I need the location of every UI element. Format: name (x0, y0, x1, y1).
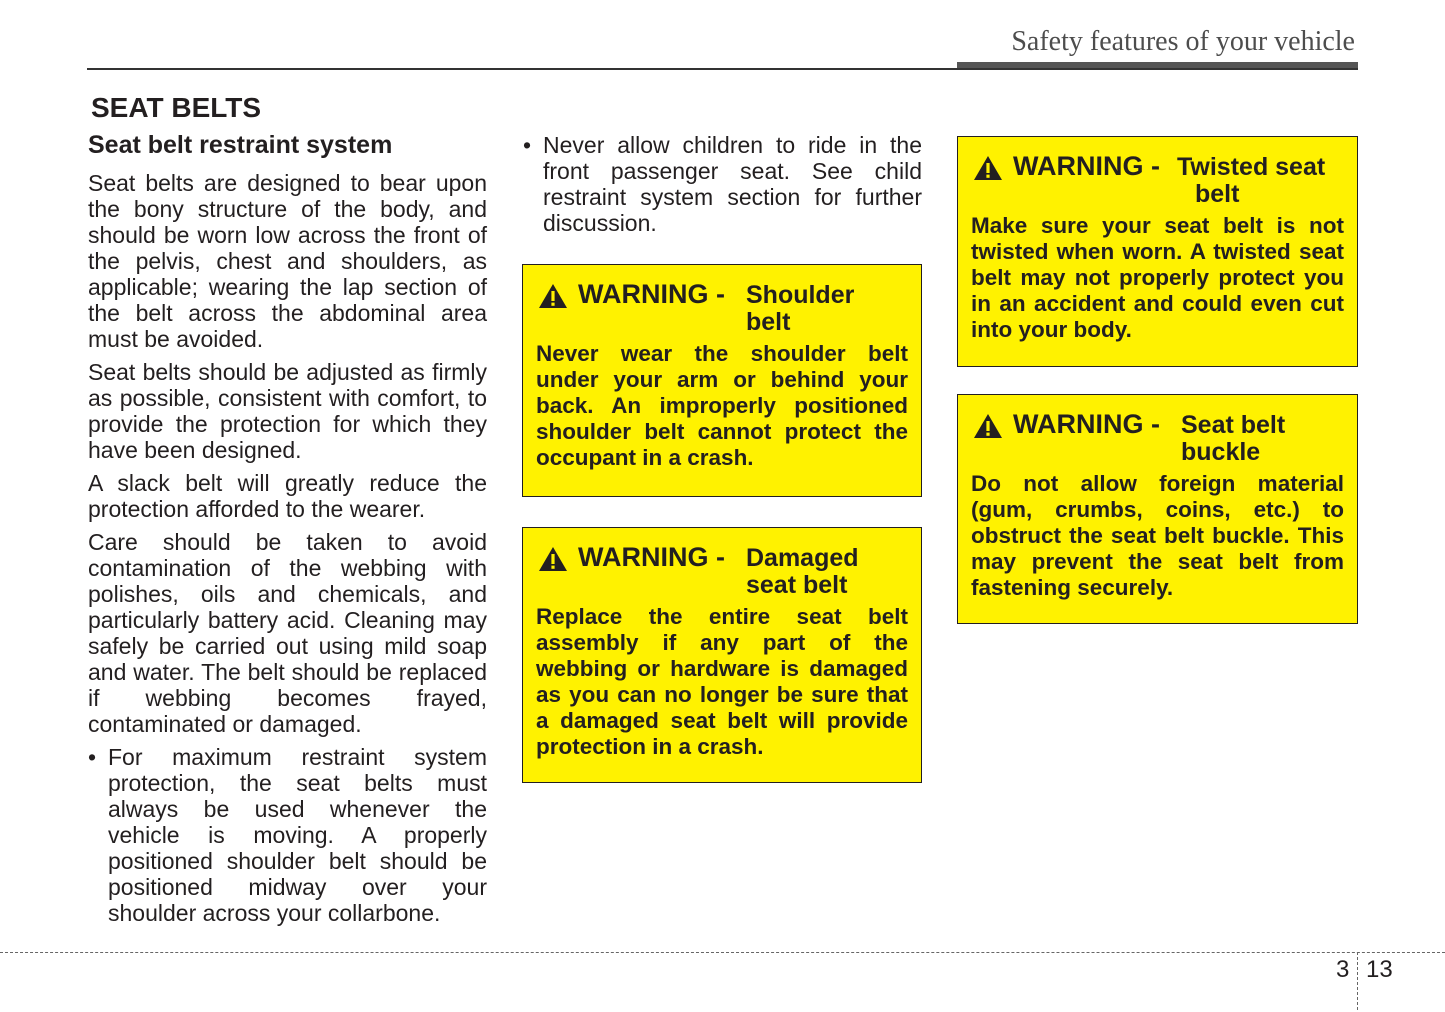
warning-box-twisted-seat-belt (957, 136, 1358, 367)
bullet-icon: • (523, 132, 532, 158)
warning-heading (971, 151, 1344, 209)
warning-body: Make sure your seat belt is not twisted when worn. A twisted seat belt may not properly protect you in an accident and could even cut into your body. (971, 213, 1344, 342)
warning-box-shoulder-belt (522, 264, 922, 497)
warning-topic (1181, 412, 1351, 466)
footer-rule (0, 952, 1445, 953)
warning-label: WARNING - (578, 279, 725, 309)
warning-topic-line1: Twisted seat (1177, 153, 1326, 181)
header-rule (87, 68, 1358, 70)
warning-body: Never wear the shoulder belt under your arm or behind your back. An improperly positioned shoulder belt cannot protect the occupant in a crash. (536, 341, 908, 470)
paragraph: Seat belts are designed to bear upon the bony structure of the body, and should be worn low across the front of the pelvis, chest and shoulders, as applicable; wearing the lap section of the belt across the abdominal area must be avoided. (88, 170, 487, 352)
bullet-item (88, 744, 487, 926)
warning-topic-line1: Seat belt (1181, 411, 1286, 439)
running-header: Safety features of your vehicle (1011, 26, 1355, 57)
warning-triangle-icon (973, 155, 1003, 181)
warning-heading (971, 409, 1344, 467)
warning-body: Do not allow foreign material (gum, crumbs, coins, etc.) to obstruct the seat belt buckle. This may prevent the seat belt from fastening securely. (971, 471, 1344, 600)
warning-label: WARNING - (1013, 409, 1160, 439)
bullet-icon: • (88, 744, 97, 770)
warning-label: WARNING - (578, 542, 725, 572)
footer-divider (1357, 952, 1358, 1010)
warning-box-seat-belt-buckle (957, 394, 1358, 624)
bullet-text: For maximum restraint system protection, the seat belts must always be used whenever the vehicle is moving. A properly positioned shoulder belt should be positioned midway over your shoulder across your collarbone. (108, 744, 487, 926)
warning-topic (746, 282, 916, 336)
warning-box-damaged-seat-belt (522, 527, 922, 783)
warning-heading (536, 279, 908, 337)
chapter-number: 3 (1336, 956, 1350, 983)
warning-topic (746, 545, 916, 599)
paragraph: Care should be taken to avoid contamination of the webbing with polishes, oils and chemicals, and particularly battery acid. Cleaning may safely be carried out using mild soap and water. The belt should be replaced if webbing becomes frayed, contaminated or damaged. (88, 529, 487, 737)
body-column-middle (523, 132, 922, 236)
warning-topic-line2: belt (746, 308, 791, 336)
subsection-title: Seat belt restraint system (88, 131, 393, 159)
warning-topic-line2: belt (1195, 180, 1240, 208)
warning-topic-line2: buckle (1181, 438, 1261, 466)
page-number: 13 (1366, 956, 1393, 983)
warning-heading (536, 542, 908, 600)
warning-label: WARNING - (1013, 151, 1160, 181)
section-title: SEAT BELTS (91, 92, 262, 123)
warning-triangle-icon (538, 546, 568, 572)
warning-topic-line1: Damaged (746, 544, 859, 572)
warning-topic-line2: seat belt (746, 571, 848, 599)
warning-triangle-icon (973, 413, 1003, 439)
warning-body: Replace the entire seat belt assembly if any part of the webbing or hardware is damaged as you can no longer be sure that a damaged seat belt will provide protection in a crash. (536, 604, 908, 759)
body-column-left (88, 170, 487, 926)
bullet-item (523, 132, 922, 236)
warning-triangle-icon (538, 283, 568, 309)
paragraph: A slack belt will greatly reduce the protection afforded to the wearer. (88, 470, 487, 522)
paragraph: Seat belts should be adjusted as firmly as possible, consistent with comfort, to provide the protection for which they have been designed. (88, 359, 487, 463)
warning-topic-line1: Shoulder (746, 281, 855, 309)
bullet-text: Never allow children to ride in the front passenger seat. See child restraint system section for further discussion. (543, 132, 922, 236)
